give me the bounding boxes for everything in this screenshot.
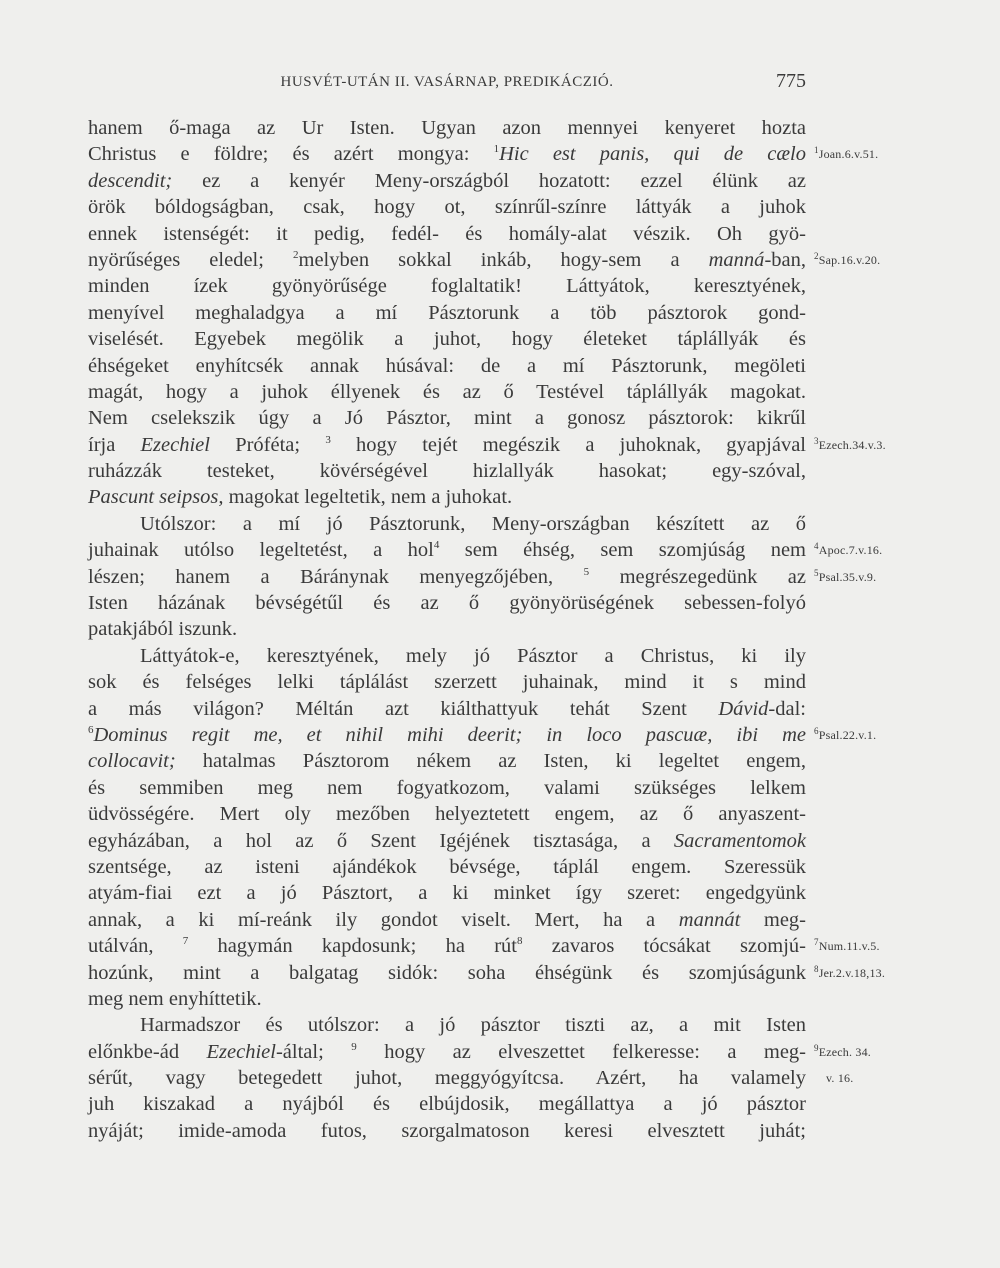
italic-text: Pascunt seipsos, — [88, 486, 224, 509]
marginal-note-number: 9 — [814, 1043, 819, 1053]
text-segment: Utólszor: a mí jó Pásztorunk, Meny-országban készített az ő — [140, 512, 806, 535]
text-segment: juh kiszakad a nyájból és elbújdosik, megállattya a jó pásztor — [88, 1093, 806, 1116]
marginal-note-number: 7 — [814, 937, 819, 948]
text-segment: megrészegedünk az — [589, 565, 806, 588]
text-segment: magát, hogy a juhok éllyenek és az ő Testével táplállyák magokat. — [88, 380, 806, 403]
text-segment: előnkbe-ád — [88, 1040, 207, 1063]
text-line — [88, 801, 806, 827]
text-line — [88, 775, 806, 801]
text-line — [88, 722, 806, 748]
text-line — [88, 168, 806, 194]
text-line — [88, 511, 806, 537]
text-segment: Láttyátok-e, keresztyének, mely jó Pásztor a Christus, ki ily — [140, 644, 806, 667]
marginal-note-text: v. 16. — [826, 1071, 854, 1086]
text-line — [88, 432, 806, 458]
text-segment: -ban, — [764, 248, 806, 271]
text-segment: egyházában, a hol az ő Szent Igéjének tisztasága, a — [88, 829, 674, 852]
text-segment: menyível meghaladgya a mí Pásztorunk a töb pásztorok gond- — [88, 301, 806, 324]
text-line — [88, 405, 806, 431]
text-line — [88, 696, 806, 722]
footnote-marker: 2 — [293, 249, 299, 262]
text-line — [88, 828, 806, 854]
marginal-note — [814, 960, 885, 986]
text-segment: ez a kenyér Meny-országból hozatott: ezzel élünk az — [172, 169, 806, 192]
marginal-note-number: 4 — [814, 541, 819, 552]
italic-text: Ezechiel — [206, 1040, 276, 1063]
footnote-marker: 4 — [433, 539, 440, 552]
footnote-marker: 1 — [493, 143, 500, 156]
text-segment: magokat legeltetik, nem a juhokat. — [223, 486, 513, 509]
text-segment: ennek istenségét: it pedig, fedél- és homály-alat vészik. Oh gyö- — [88, 222, 806, 245]
marginal-note-text: Psal.35.v.9. — [818, 569, 877, 584]
text-segment: meg nem enyhíttetik. — [88, 987, 262, 1010]
text-segment: nyörűséges eledel; — [88, 248, 294, 271]
text-segment: -dal: — [768, 697, 806, 720]
text-line — [88, 537, 806, 563]
text-line — [88, 643, 806, 669]
text-line — [88, 115, 806, 141]
text-segment: meg- — [740, 908, 806, 931]
text-segment: üdvösségére. Mert oly mezőben helyeztetett engem, az ő anyaszent- — [88, 803, 806, 826]
marginal-note-text: Joan.6.v.51. — [818, 147, 879, 162]
text-line — [88, 1091, 806, 1117]
marginal-note-number: 1 — [814, 145, 819, 156]
text-segment: Christus e földre; és azért mongya: — [88, 143, 494, 166]
text-segment: éhségeket enyhítcsék annak húsával: de a mí Pásztorunk, megöleti — [88, 354, 806, 377]
italic-text: Hic est panis, qui de cælo — [499, 143, 806, 166]
italic-text: manná — [708, 248, 765, 271]
marginal-note — [814, 537, 882, 563]
text-segment: hozúnk, mint a balgatag sidók: soha éhségünk és szomjúságunk — [88, 961, 806, 984]
text-segment: sérűt, vagy betegedett juhot, meggyógyítcsa. Azért, ha valamely — [88, 1067, 806, 1090]
marginal-note-number: 2 — [814, 251, 819, 261]
text-segment: utálván, — [88, 935, 183, 958]
text-segment: juhainak utólso legeltetést, a hol — [88, 539, 434, 562]
italic-text: mannát — [678, 908, 741, 931]
text-segment: szentsége, az isteni ajándékok bévsége, táplál engem. Szeressük — [88, 855, 806, 878]
footnote-marker: 9 — [351, 1040, 357, 1053]
italic-text: descendit; — [88, 169, 173, 192]
marginal-note-text: Psal.22.v.1. — [818, 728, 877, 743]
text-segment: Nem cselekszik úgy a Jó Pásztor, mint a gonosz pásztorok: kikrűl — [88, 407, 806, 430]
marginal-note — [814, 1039, 871, 1065]
text-segment: hogy tejét megészik a juhoknak, gyapjával — [330, 433, 806, 456]
italic-text: Ezechiel — [140, 433, 210, 456]
text-segment: sem éhség, sem szomjúság nem — [439, 539, 806, 562]
marginal-note — [814, 432, 886, 458]
text-line — [88, 854, 806, 880]
marginal-note-text: Apoc.7.v.16. — [818, 543, 883, 558]
footnote-marker: 8 — [516, 935, 523, 948]
marginal-note — [814, 141, 878, 167]
text-segment: atyám-fiai ezt a jó Pásztort, a ki minket így szeret: engedgyünk — [88, 882, 806, 905]
text-segment: Isten házának bévségétűl és az ő gyönyörüségének sebessen-folyó — [88, 592, 806, 615]
text-segment: viselését. Egyebek megölik a juhot, hogy életeket táplállyák és — [88, 328, 806, 351]
text-segment: hanem ő-maga az Ur Isten. Ugyan azon mennyei kenyeret hozta — [88, 117, 806, 139]
text-line — [88, 484, 806, 510]
italic-text: Dominus regit me, et nihil mihi deerit; in loco pascuæ, ibi me — [93, 723, 806, 746]
text-segment: lészen; hanem a Báránynak menyegzőjében, — [88, 565, 584, 588]
marginal-note-number: 8 — [814, 963, 819, 974]
text-segment: Harmadszor és utólszor: a jó pásztor tiszti az, a mit Isten — [140, 1014, 806, 1037]
marginal-note — [814, 564, 876, 590]
text-line — [88, 564, 806, 590]
text-line — [88, 1065, 806, 1091]
italic-text: Dávid — [718, 697, 769, 720]
marginal-note — [814, 933, 880, 959]
marginal-note-text: Jer.2.v.18,13. — [818, 965, 886, 980]
running-head: HUSVÉT-UTÁN II. VASÁRNAP, PREDIKÁCZIÓ. — [280, 74, 614, 90]
text-segment: -által; — [275, 1040, 352, 1063]
text-line — [88, 748, 806, 774]
text-segment: ruházzák testeket, kövérségével hizlallyák hasokat; egy-szóval, — [88, 460, 806, 483]
text-segment: a más világon? Méltán azt kiálthattyuk tehát Szent — [88, 697, 719, 720]
page-number: 775 — [776, 70, 806, 92]
italic-text: Sacramentomok — [673, 829, 806, 852]
marginal-note-text: Ezech.34.v.3. — [818, 437, 886, 452]
marginal-note-text: Ezech. 34. — [818, 1045, 872, 1059]
text-line — [88, 273, 806, 299]
text-line — [88, 1118, 806, 1144]
text-line — [88, 194, 806, 220]
text-line — [88, 616, 806, 642]
footnote-marker: 7 — [182, 935, 189, 948]
text-segment: minden ízek gyönyörűsége foglaltatik! Láttyátok, keresztyének, — [88, 275, 806, 298]
marginal-note-text: Sap.16.v.20. — [818, 253, 881, 267]
text-line — [88, 880, 806, 906]
footnote-marker: 5 — [583, 565, 590, 578]
marginal-note — [814, 1065, 853, 1091]
text-line — [88, 1039, 806, 1065]
footnote-marker: 3 — [325, 433, 331, 446]
text-line — [88, 669, 806, 695]
text-line — [88, 326, 806, 352]
text-line — [88, 353, 806, 379]
body-text — [88, 115, 886, 1144]
text-line — [88, 247, 806, 273]
text-line — [88, 960, 806, 986]
text-line — [88, 221, 806, 247]
text-segment: hagymán kapdosunk; ha rút — [188, 935, 517, 958]
text-segment: Próféta; — [209, 433, 326, 456]
text-segment: hogy az elveszettet felkeresse: a meg- — [356, 1040, 807, 1063]
text-segment: zavaros tócsákat szomjú- — [522, 935, 807, 958]
text-line — [88, 907, 806, 933]
text-segment: melyben sokkal inkáb, hogy-sem a — [298, 248, 709, 271]
marginal-note — [814, 722, 876, 748]
text-segment: és semmiben meg nem fogyatkozom, valami szükséges lelkem — [88, 776, 806, 799]
text-segment: annak, a ki mí-reánk ily gondot viselt. Mert, ha a — [88, 908, 679, 931]
text-line — [88, 933, 806, 959]
text-line — [88, 379, 806, 405]
marginal-note-number: 6 — [814, 726, 819, 737]
footnote-marker: 6 — [88, 724, 94, 737]
page-header — [88, 70, 806, 94]
text-segment: patakjából iszunk. — [88, 618, 238, 641]
text-line — [88, 300, 806, 326]
text-segment: hatalmas Pásztorom nékem az Isten, ki legeltet engem, — [175, 750, 806, 773]
text-line — [88, 986, 806, 1012]
italic-text: collocavit; — [88, 750, 176, 773]
text-line — [88, 141, 806, 167]
text-line — [88, 590, 806, 616]
marginal-note — [814, 247, 880, 273]
text-segment: sok és felséges lelki táplálást szerzett juhainak, mind it s mind — [88, 671, 806, 694]
text-segment: írja — [88, 433, 141, 456]
marginal-note-number: 3 — [814, 435, 819, 446]
marginal-note-number: 5 — [814, 567, 819, 578]
text-line — [88, 1012, 806, 1038]
text-segment: nyáját; imide-amoda futos, szorgalmatoson keresi elvesztett juhát; — [88, 1119, 806, 1142]
marginal-note-text: Num.11.v.5. — [818, 939, 880, 954]
text-line — [88, 458, 806, 484]
text-segment: örök bóldogságban, csak, hogy ot, színrűl-színre láttyák a juhok — [88, 196, 806, 219]
